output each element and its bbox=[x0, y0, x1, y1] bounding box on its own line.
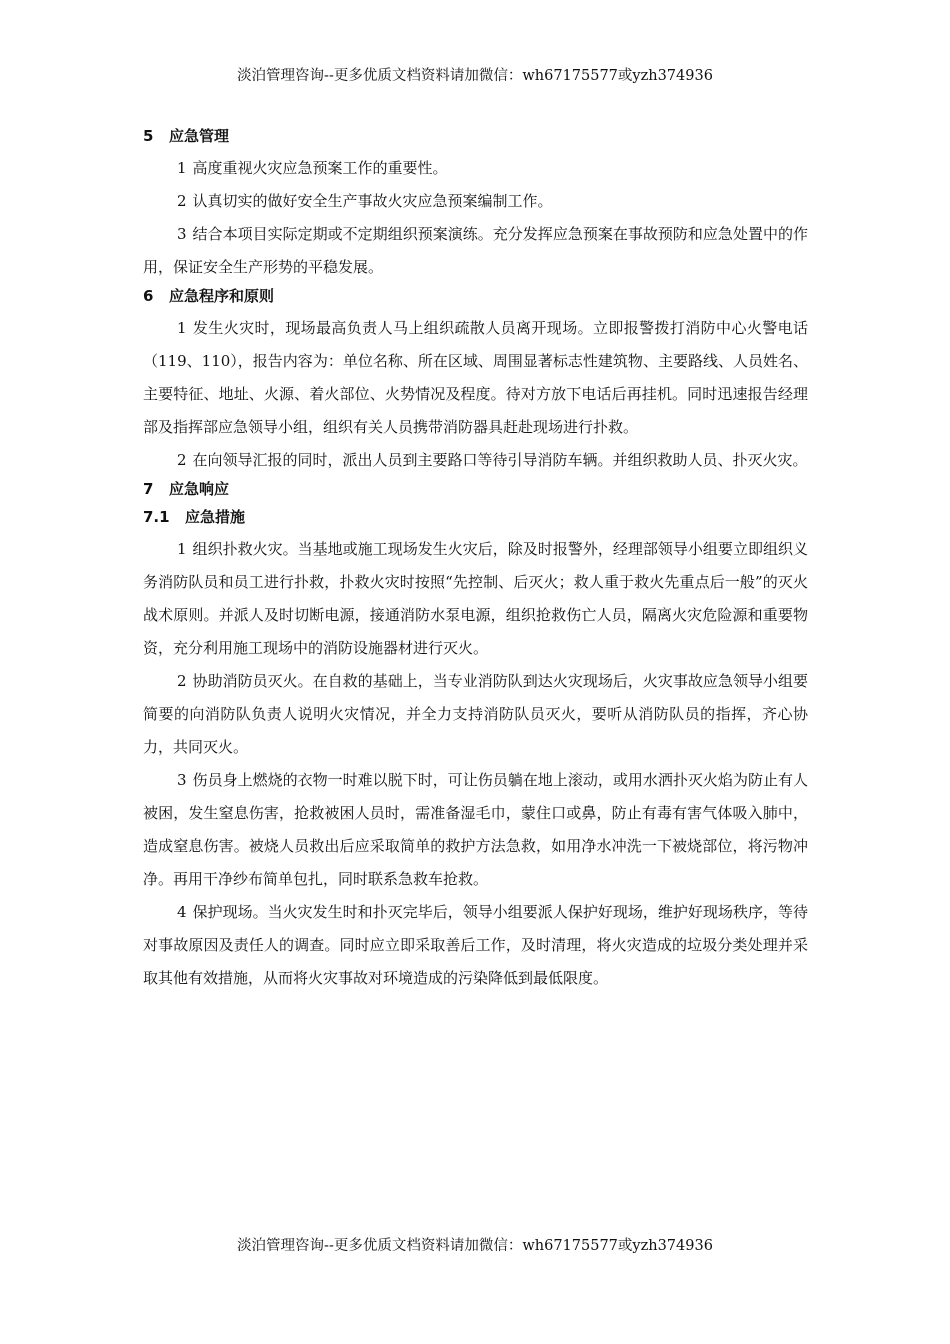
item-number: 2 bbox=[177, 672, 187, 690]
item-number: 1 bbox=[177, 159, 187, 177]
page-header: 淡泊管理咨询--更多优质文档资料请加微信：wh67175577或yzh374936 bbox=[237, 68, 713, 84]
section-heading bbox=[143, 124, 808, 152]
paragraph bbox=[143, 312, 808, 444]
paragraph bbox=[143, 185, 808, 218]
subsection-heading bbox=[143, 505, 808, 533]
item-number: 2 bbox=[177, 192, 187, 210]
section-title: 应急管理 bbox=[169, 127, 230, 145]
item-text: 认真切实的做好安全生产事故火灾应急预案编制工作。 bbox=[192, 192, 553, 210]
paragraph bbox=[143, 665, 808, 764]
section-title: 应急响应 bbox=[169, 480, 230, 498]
paragraph bbox=[143, 218, 808, 284]
section-number: 7 bbox=[143, 480, 154, 498]
section-heading bbox=[143, 477, 808, 505]
item-number: 1 bbox=[177, 319, 187, 337]
section-number: 6 bbox=[143, 287, 154, 305]
section-number: 5 bbox=[143, 127, 154, 145]
subsection-title: 应急措施 bbox=[185, 508, 246, 526]
item-text: 高度重视火灾应急预案工作的重要性。 bbox=[192, 159, 448, 177]
paragraph bbox=[143, 444, 808, 477]
page-footer: 淡泊管理咨询--更多优质文档资料请加微信：wh67175577或yzh374936 bbox=[237, 1238, 713, 1254]
paragraph bbox=[143, 152, 808, 185]
item-number: 3 bbox=[177, 225, 187, 243]
paragraph bbox=[143, 896, 808, 995]
document-body bbox=[143, 124, 808, 995]
item-number: 4 bbox=[177, 903, 187, 921]
item-text: 结合本项目实际定期或不定期组织预案演练。充分发挥应急预案在事故预防和应急处置中的作用，保证安全生产形势的平稳发展。 bbox=[143, 225, 808, 276]
item-text: 组织扑救火灾。当基地或施工现场发生火灾后，除及时报警外，经理部领导小组要立即组织义务消防队员和员工进行扑救，扑救火灾时按照“先控制、后灭火；救人重于救火先重点后一般”的灭火战术原则。并派人及时切断电源，接通消防水泵电源，组织抢救伤亡人员，隔离火灾危险源和重要物资，充分利用施工现场中的消防设施器材进行灭火。 bbox=[143, 540, 808, 657]
paragraph bbox=[143, 533, 808, 665]
item-text: 发生火灾时，现场最高负责人马上组织疏散人员离开现场。立即报警拨打消防中心火警电话（119、110），报告内容为：单位名称、所在区域、周围显著标志性建筑物、主要路线、人员姓名、主要特征、地址、火源、着火部位、火势情况及程度。待对方放下电话后再挂机。同时迅速报告经理部及指挥部应急领导小组，组织有关人员携带消防器具赶赴现场进行扑救。 bbox=[143, 319, 808, 436]
section-title: 应急程序和原则 bbox=[169, 287, 275, 305]
paragraph bbox=[143, 764, 808, 896]
item-text: 协助消防员灭火。在自救的基础上，当专业消防队到达火灾现场后，火灾事故应急领导小组要简要的向消防队负责人说明火灾情况，并全力支持消防队员灭火，要听从消防队员的指挥，齐心协力，共同灭火。 bbox=[143, 672, 808, 756]
item-number: 3 bbox=[177, 771, 187, 789]
section-heading bbox=[143, 284, 808, 312]
item-number: 2 bbox=[177, 451, 187, 469]
subsection-number: 7.1 bbox=[143, 508, 170, 526]
item-text: 保护现场。当火灾发生时和扑灭完毕后，领导小组要派人保护好现场，维护好现场秩序，等待对事故原因及责任人的调查。同时应立即采取善后工作，及时清理，将火灾造成的垃圾分类处理并采取其他有效措施，从而将火灾事故对环境造成的污染降低到最低限度。 bbox=[143, 903, 808, 987]
item-number: 1 bbox=[177, 540, 187, 558]
item-text: 伤员身上燃烧的衣物一时难以脱下时，可让伤员躺在地上滚动，或用水洒扑灭火焰为防止有人被困，发生窒息伤害，抢救被困人员时，需准备湿毛巾，蒙住口或鼻，防止有毒有害气体吸入肺中，造成窒息伤害。被烧人员救出后应采取简单的救护方法急救，如用净水冲洗一下被烧部位，将污物冲净。再用干净纱布简单包扎，同时联系急救车抢救。 bbox=[143, 771, 808, 888]
item-text: 在向领导汇报的同时，派出人员到主要路口等待引导消防车辆。并组织救助人员、扑灭火灾。 bbox=[192, 451, 808, 469]
